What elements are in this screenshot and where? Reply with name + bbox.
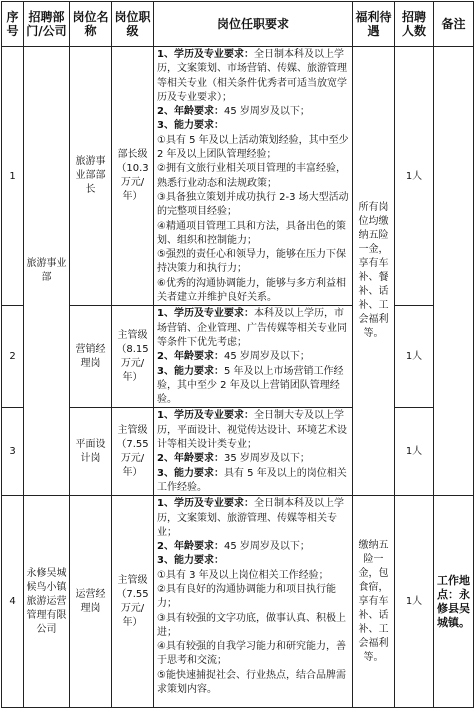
edu-text: 本科及以上学历，市场营销、企业管理、广告传媒等相关专业同等条件下优先考虑； [157,308,347,348]
level-cell: 主管级（7.55万元/年） [112,408,154,496]
table-row [2,496,474,708]
age-text: 45 岁周岁及以下； [223,541,310,553]
ability-item: ①具有 5 年及以上活动策划经验，其中至少 2 年及以上团队管理经验； [157,134,349,161]
ability-item: ①具有 3 年及以上岗位相关工作经验； [157,569,329,581]
header-row [2,2,474,47]
dept-cell: 旅游事业部 [24,47,70,496]
dept-cell: 永修吴城候鸟小镇旅游运营管理有限公司 [24,496,70,708]
level-cell: 部长级（10.3万元/年） [112,47,154,306]
edu-label: 1、学历及专业要求： [157,410,254,422]
ability-item: ②拥有文旅行业相关项目管理的丰富经验，熟悉行业动态和法规政策； [157,163,346,189]
row-no: 2 [2,306,24,408]
note-cell [434,47,474,496]
welfare-cell: 缴纳五险一金，包食宿，享有车补、话补、工会福利等。 [353,496,395,708]
count-cell: 1人 [395,496,434,708]
edu-label: 1、学历及专业要求： [157,498,254,510]
ability-label: 3、能力要求： [157,555,224,567]
ability-text: 5 年及以上市场营销工作经验，其中至少 2 年及以上营销团队管理经验。 [157,365,344,406]
ability-text: 具有 5 年及以上的岗位相关工作经验。 [157,467,347,493]
count-cell: 1人 [395,306,434,408]
welfare-cell: 所有岗位均缴纳五险一金，享有车补、餐补、话补、工会福利等。 [353,47,395,496]
edu-text: 全日制大专及以上学历，平面设计、视觉传达设计、环境艺术设计等相关设计类专业； [157,410,347,451]
row-no: 1 [2,47,24,306]
ability-item: ⑤强烈的责任心和领导力，能够在压力下保持决策力和执行力； [157,249,346,275]
header-no: 序号 [2,2,24,47]
age-label: 2、年龄要求： [157,453,224,465]
table-row [2,47,474,306]
row-no: 4 [2,496,24,708]
requirements-cell [154,47,353,306]
age-text: 45 岁周岁及以下； [223,106,310,118]
header-level: 岗位职级 [112,2,154,47]
position-cell: 旅游事业部部长 [70,47,112,306]
edu-text: 全日制本科及以上学历，文案策划、市场营销、传媒、旅游管理等相关专业（相关条件优秀者可适当放宽学历及专业要求）； [157,49,347,103]
note-cell: 工作地点：永修县吴城镇。 [434,496,474,708]
edu-text: 全日制本科及以上学历，文案策划、旅游管理、传媒等相关专业； [157,498,344,538]
header-dept: 招聘部门/公司 [24,2,70,47]
count-cell: 1人 [395,47,434,306]
ability-item: ④具有较强的自我学习能力和研究能力，善于思考和交流； [157,641,346,667]
position-cell: 营销经理岗 [70,306,112,408]
ability-item: ③具有较强的文字功底，做事认真、积极上进； [157,612,346,638]
requirements-cell [154,496,353,708]
position-cell: 运营经理岗 [70,496,112,708]
header-note: 备注 [434,2,474,47]
table-row [2,408,474,496]
header-position: 岗位名称 [70,2,112,47]
edu-label: 1、学历及专业要求： [157,308,254,320]
edu-label: 1、学历及专业要求： [157,49,254,60]
level-cell: 主管级（8.15万元/年） [112,306,154,408]
ability-item: ⑤能快速捕捉社会、行业热点，结合品牌需求策划内容。 [157,669,346,696]
age-text: 35 岁周岁及以下； [223,453,310,465]
ability-item: ④精通项目管理工具和方法，具备出色的策划、组织和控制能力； [157,220,346,246]
ability-label: 3、能力要求： [157,120,224,132]
age-label: 2、年龄要求： [157,541,224,553]
ability-label: 3、能力要求： [157,467,224,479]
age-label: 2、年龄要求： [157,106,224,118]
table-row [2,306,474,408]
ability-item: ②具有良好的沟通协调能力和项目执行能力； [157,583,336,610]
recruitment-table [1,1,474,708]
requirements-cell [154,306,353,408]
age-label: 2、年龄要求： [157,351,224,363]
age-text: 45 岁周岁及以下； [223,351,310,363]
requirements-cell [154,408,353,496]
count-cell: 1人 [395,408,434,496]
ability-item: ③具备独立策划并成功执行 2-3 场大型活动的完整项目经验； [157,191,349,218]
ability-label: 3、能力要求： [157,365,224,377]
header-requirements: 岗位任职要求 [154,2,353,47]
level-cell: 主管级（7.55万元/年） [112,496,154,708]
header-welfare: 福利待遇 [353,2,395,47]
row-no: 3 [2,408,24,496]
header-count: 招聘人数 [395,2,434,47]
ability-item: ⑥优秀的沟通协调能力，能够与多方利益相关者建立并维护良好关系。 [157,277,346,304]
position-cell: 平面设计岗 [70,408,112,496]
